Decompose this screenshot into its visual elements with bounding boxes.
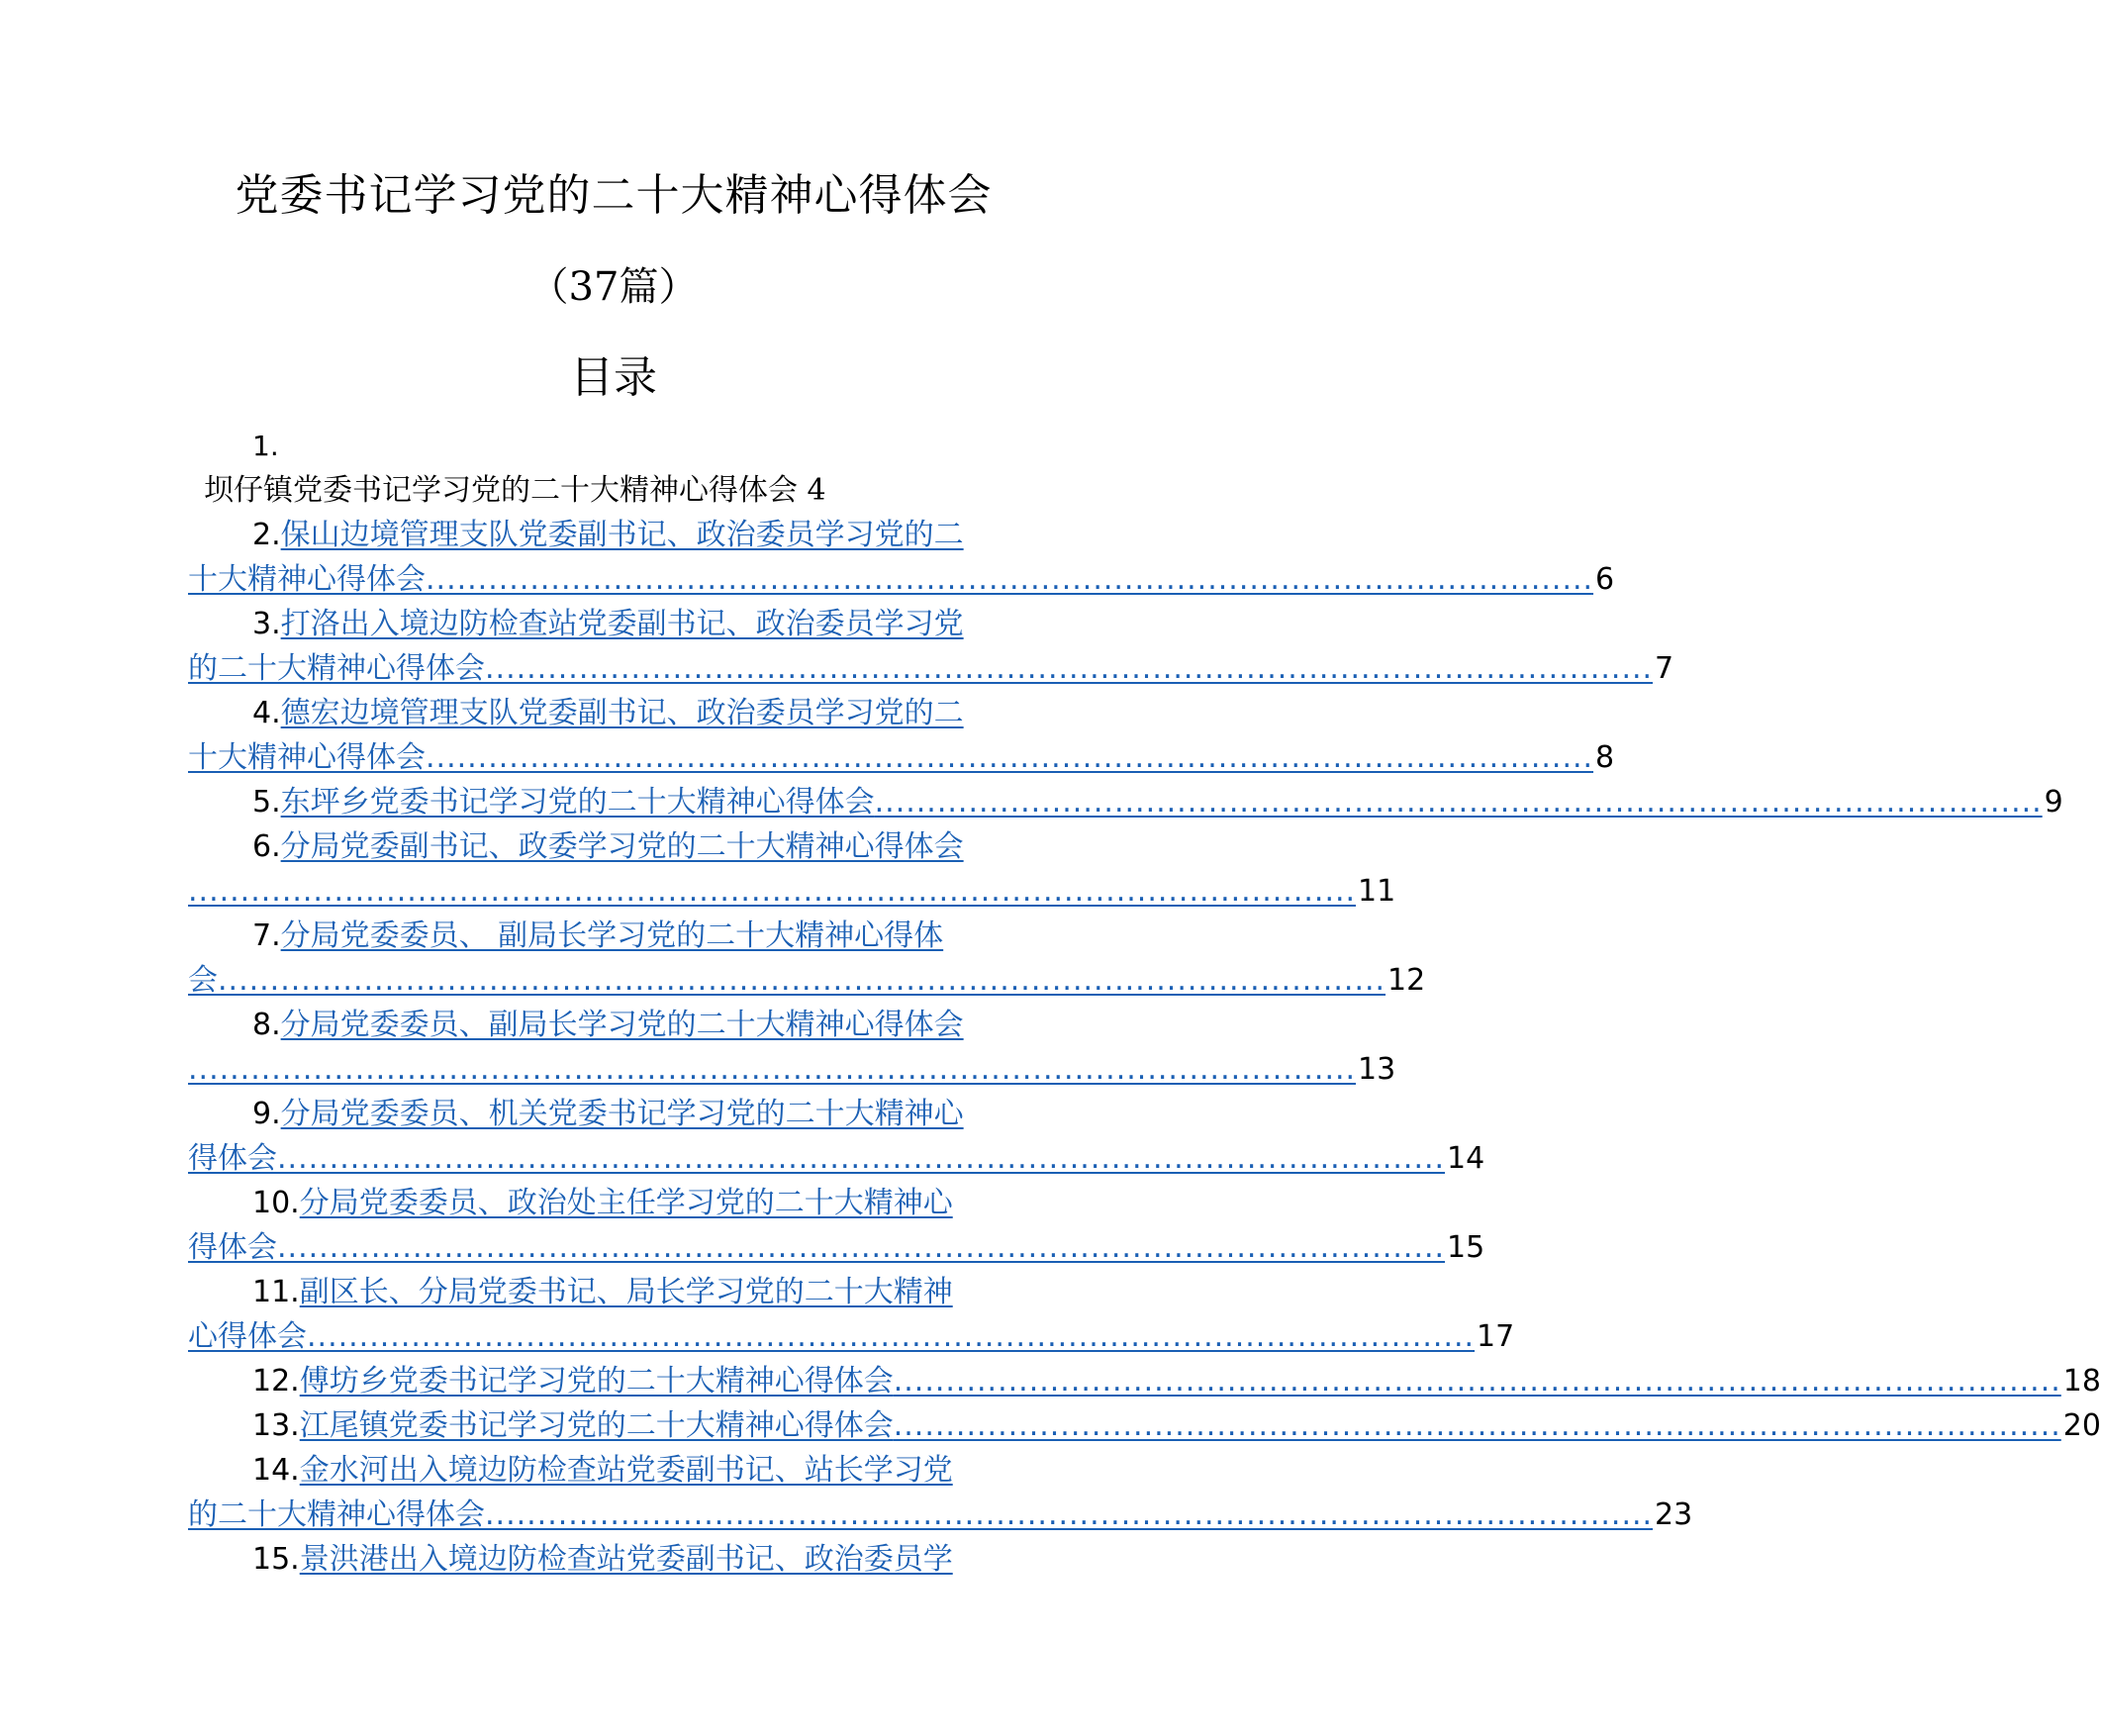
toc-leader-dots: ................................................................................................................ [218, 963, 1386, 998]
toc-entry-number: 5. [252, 785, 281, 820]
toc-entry-11-cont[interactable] [188, 1314, 1515, 1359]
toc-leader-dots: ................................................................................................................ [188, 874, 1357, 909]
toc-entry-12[interactable] [188, 1359, 2101, 1403]
toc-entry-number: 13. [252, 1408, 300, 1443]
toc-entry-14-cont[interactable] [188, 1493, 1693, 1537]
toc-entry-page: 9 [2044, 785, 2063, 820]
toc-entry-2-cont[interactable] [188, 557, 1615, 602]
toc-leader-dots: ................................................................................................................ [277, 1230, 1446, 1265]
toc-entry-4[interactable] [188, 691, 1043, 735]
toc-entry-link[interactable]: 景洪港出入境边防检查站党委副书记、政治委员学 [299, 1542, 953, 1577]
toc-entry-link[interactable]: 金水河出入境边防检查站党委副书记、站长学习党 [299, 1453, 953, 1488]
toc-entry-link-cont[interactable]: 得体会 [188, 1230, 277, 1265]
toc-entry-link[interactable]: 傅坊乡党委书记学习党的二十大精神心得体会 [299, 1364, 894, 1398]
toc-entry-page: 23 [1655, 1497, 1693, 1532]
subtitle-count: 37 [568, 264, 620, 310]
toc-entry-page: 13 [1358, 1052, 1396, 1087]
toc-entry-page: 15 [1447, 1230, 1485, 1265]
toc-entry-3-cont[interactable] [188, 646, 1674, 691]
toc-entry-title: 坝仔镇党委书记学习党的二十大精神心得体会 [204, 473, 798, 508]
toc-entry-page: 12 [1387, 963, 1426, 998]
toc-entry-link-cont[interactable]: 得体会 [188, 1141, 277, 1176]
toc-entry-link[interactable]: 分局党委委员、 副局长学习党的二十大精神心得体 [280, 918, 944, 953]
toc-entry-number: 7. [252, 918, 281, 953]
toc-entry-link-cont[interactable]: 十大精神心得体会 [188, 562, 426, 597]
toc-entry-link[interactable]: 分局党委委员、机关党委书记学习党的二十大精神心 [280, 1097, 964, 1131]
toc-entry-link-cont[interactable]: 心得体会 [188, 1319, 307, 1354]
toc-entry-link-cont[interactable]: 十大精神心得体会 [188, 740, 426, 775]
toc-entry-link-cont[interactable]: 的二十大精神心得体会 [188, 1497, 485, 1532]
toc-leader-dots: ................................................................................................................ [485, 1497, 1654, 1532]
toc-entry-number: 6. [252, 829, 281, 864]
toc-entry-10-cont[interactable] [188, 1225, 1485, 1270]
toc-entry-6[interactable] [188, 824, 1043, 869]
toc-entry-number: 8. [252, 1008, 281, 1042]
toc-heading: 目录 [570, 352, 657, 403]
toc-entry-page: 17 [1477, 1319, 1515, 1354]
toc-entry-page: 6 [1595, 562, 1615, 597]
toc-entry-number: 11. [252, 1275, 300, 1309]
toc-entry-page: 4 [807, 473, 826, 508]
toc-entry-1-title-line [188, 468, 1043, 513]
toc-entry-1-number-line [188, 424, 1043, 468]
toc-entry-number: 14. [252, 1453, 300, 1488]
toc-entry-2[interactable] [188, 513, 1043, 557]
toc-entry-page: 20 [2062, 1408, 2101, 1443]
toc-entry-page: 18 [2062, 1364, 2101, 1398]
toc-leader-dots: ................................................................................................................ [874, 785, 2043, 820]
toc-leader-dots: ................................................................................................................ [426, 562, 1594, 597]
toc-entry-number: 9. [252, 1097, 281, 1131]
toc-leader-dots: ................................................................................................................ [426, 740, 1594, 775]
toc-entry-page: 11 [1358, 874, 1396, 909]
toc-entry-link-cont[interactable]: 会 [188, 963, 218, 998]
toc-entry-link[interactable]: 分局党委副书记、政委学习党的二十大精神心得体会 [280, 829, 964, 864]
toc-entry-11[interactable] [188, 1270, 1043, 1314]
toc-entry-link[interactable]: 分局党委委员、政治处主任学习党的二十大精神心 [299, 1186, 953, 1220]
toc-entry-9[interactable] [188, 1092, 1043, 1136]
subtitle-open-paren: （ [528, 264, 569, 310]
toc-entry-9-cont[interactable] [188, 1136, 1485, 1181]
document-subtitle [0, 259, 1227, 315]
toc-entry-10[interactable] [188, 1181, 1043, 1225]
toc-entry-15[interactable] [188, 1537, 1043, 1582]
toc-entry-number: 10. [252, 1186, 300, 1220]
toc-entry-link[interactable]: 分局党委委员、副局长学习党的二十大精神心得体会 [280, 1008, 964, 1042]
table-of-contents [188, 424, 2101, 1582]
toc-entry-link[interactable]: 保山边境管理支队党委副书记、政治委员学习党的二 [280, 518, 964, 552]
toc-entry-number: 2. [252, 518, 281, 552]
toc-entry-4-cont[interactable] [188, 735, 1615, 780]
toc-leader-dots: ................................................................................................................ [485, 651, 1654, 686]
toc-entry-page: 7 [1655, 651, 1674, 686]
toc-entry-link[interactable]: 打洛出入境边防检查站党委副书记、政治委员学习党 [280, 607, 964, 641]
toc-entry-page: 8 [1595, 740, 1615, 775]
toc-entry-number: 1. [252, 430, 279, 462]
toc-entry-number: 12. [252, 1364, 300, 1398]
toc-entry-link[interactable]: 东坪乡党委书记学习党的二十大精神心得体会 [280, 785, 875, 820]
toc-entry-3[interactable] [188, 602, 1043, 646]
subtitle-unit: 篇） [619, 264, 699, 310]
toc-entry-13[interactable] [188, 1403, 2101, 1448]
toc-entry-number: 15. [252, 1542, 300, 1577]
toc-entry-link[interactable]: 副区长、分局党委书记、局长学习党的二十大精神 [299, 1275, 953, 1309]
toc-leader-dots: ................................................................................................................ [893, 1364, 2061, 1398]
toc-entry-page: 14 [1447, 1141, 1485, 1176]
toc-leader-dots: ................................................................................................................ [277, 1141, 1446, 1176]
toc-leader-dots: ................................................................................................................ [188, 1052, 1357, 1087]
document-title: 党委书记学习党的二十大精神心得体会 [235, 170, 993, 221]
toc-entry-5[interactable] [188, 780, 2063, 824]
toc-entry-number: 4. [252, 696, 281, 730]
toc-entry-6-cont[interactable] [188, 869, 1396, 914]
toc-entry-8[interactable] [188, 1003, 1043, 1047]
toc-entry-link[interactable]: 德宏边境管理支队党委副书记、政治委员学习党的二 [280, 696, 964, 730]
toc-entry-14[interactable] [188, 1448, 1043, 1493]
toc-entry-7[interactable] [188, 914, 1043, 958]
toc-leader-dots: ................................................................................................................ [893, 1408, 2061, 1443]
toc-entry-link-cont[interactable]: 的二十大精神心得体会 [188, 651, 485, 686]
toc-entry-7-cont[interactable] [188, 958, 1426, 1003]
toc-entry-link[interactable]: 江尾镇党委书记学习党的二十大精神心得体会 [299, 1408, 894, 1443]
toc-entry-8-cont[interactable] [188, 1047, 1396, 1092]
toc-leader-dots: ................................................................................................................ [307, 1319, 1476, 1354]
toc-entry-number: 3. [252, 607, 281, 641]
